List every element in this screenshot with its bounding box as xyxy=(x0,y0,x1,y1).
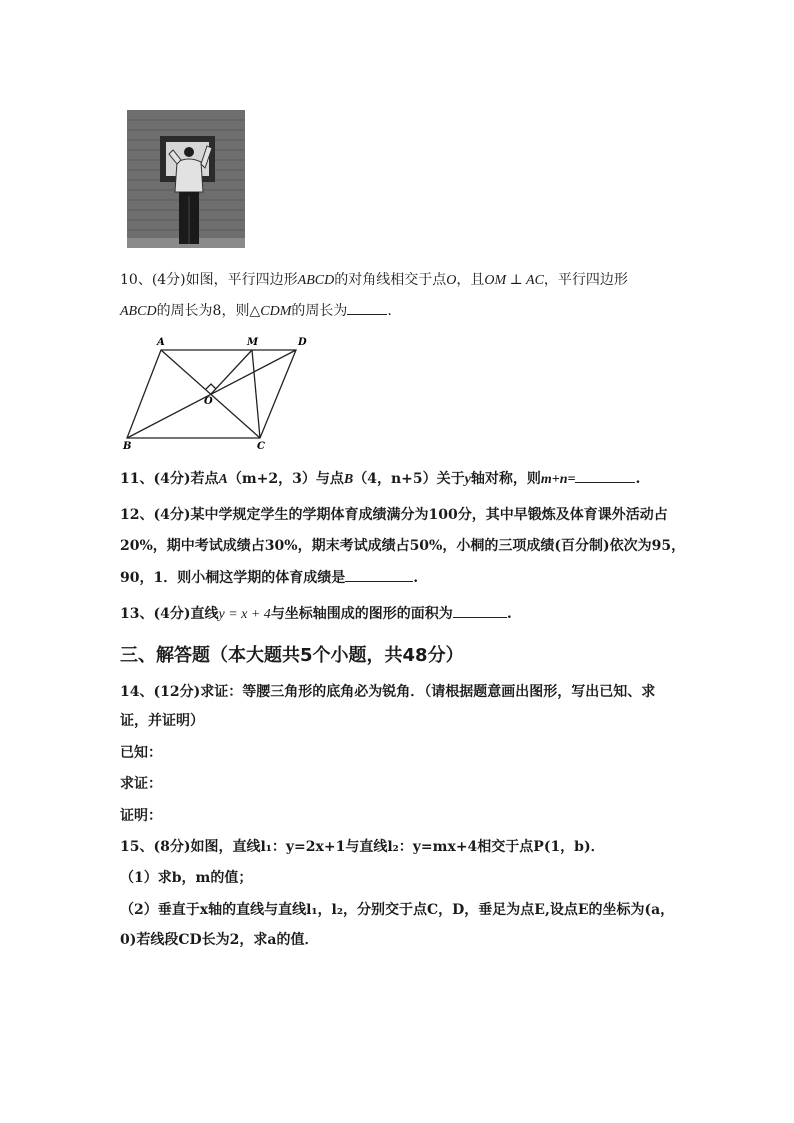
label-a: A xyxy=(157,337,165,348)
q10-line2 xyxy=(120,300,392,322)
q15-part1: （1）求b，m的值； xyxy=(120,870,253,886)
q10-line1 xyxy=(120,270,628,291)
q14-known: 已知： xyxy=(120,745,162,761)
q11-text: （m+2，3）与点 xyxy=(227,471,344,487)
q10-text: ，平行四边形 xyxy=(543,272,628,288)
math-abcd: ABCD xyxy=(297,273,335,288)
label-d: D xyxy=(298,337,307,348)
label-m: M xyxy=(247,337,259,348)
answer-blank xyxy=(347,300,387,315)
math-triangle-cdm: △CDM xyxy=(249,304,292,319)
q10-text: . xyxy=(387,303,392,319)
q12-line3 xyxy=(120,567,418,588)
math-m-plus-n: m+n= xyxy=(540,472,576,487)
label-c: C xyxy=(257,441,265,450)
q11-text: （4，n+5）关于 xyxy=(353,471,465,487)
q11-line xyxy=(120,468,640,490)
math-om-perp-ac: OM ⊥ AC xyxy=(484,273,544,288)
q15-part2-line2: 0)若线段CD长为2，求a的值． xyxy=(120,932,319,948)
q15-line1: 15、(8分)如图，直线l₁：y=2x+1与直线l₂：y=mx+4相交于点P(1，b)． xyxy=(120,839,605,855)
math-o: O xyxy=(446,273,457,288)
q14-prove: 求证： xyxy=(120,776,162,792)
q12-text: 90，1．则小桐这学期的体育成绩是 xyxy=(120,570,346,586)
q12-line1: 12、(4分)某中学规定学生的学期体育成绩满分为100分，其中早锻炼及体育课外活动占 xyxy=(120,507,668,523)
q10-text: 的对角线相交于点 xyxy=(334,272,447,288)
parallelogram-diagram xyxy=(120,332,320,450)
math-equation: y = x + 4 xyxy=(218,607,271,622)
answer-blank xyxy=(345,567,413,582)
q13-text: . xyxy=(506,606,512,622)
q13-text: 与坐标轴围成的图形的面积为 xyxy=(270,606,453,622)
math-y: y xyxy=(464,472,471,487)
label-b: B xyxy=(123,441,132,450)
q14-line2: 证，并证明） xyxy=(120,713,204,729)
q12-text: . xyxy=(413,570,419,586)
q13-line xyxy=(120,603,512,625)
q15-part2-line1: （2）垂直于x轴的直线与直线l₁，l₂，分别交于点C，D，垂足为点E,设点E的坐标为(a， xyxy=(120,902,675,918)
q11-text: 轴对称，则 xyxy=(470,471,541,487)
q12-line2: 20%，期中考试成绩占30%，期末考试成绩占50%，小桐的三项成绩(百分制)依次为95， xyxy=(120,538,686,554)
q10-text: 的周长为8，则 xyxy=(156,303,250,319)
q10-text: 的周长为 xyxy=(291,303,348,319)
brick-wall-illustration xyxy=(127,110,245,248)
q10-text: 10、(4分)如图，平行四边形 xyxy=(120,272,298,288)
q11-text: 11、(4分)若点 xyxy=(120,471,219,487)
section-heading: 三、解答题（本大题共5个小题，共48分） xyxy=(120,645,464,666)
math-abcd: ABCD xyxy=(120,304,157,319)
q14-line1: 14、(12分)求证：等腰三角形的底角必为锐角．（请根据题意画出图形，写出已知、求 xyxy=(120,684,656,700)
label-o: O xyxy=(204,396,213,407)
photo-person-at-window xyxy=(127,110,245,248)
q14-proof: 证明： xyxy=(120,808,162,824)
q11-text: . xyxy=(635,471,641,487)
math-point-a: A xyxy=(218,472,228,487)
q13-text: 13、(4分)直线 xyxy=(120,606,219,622)
answer-blank xyxy=(575,468,635,483)
answer-blank xyxy=(453,603,507,618)
math-point-b: B xyxy=(343,472,354,487)
q10-text: ，且 xyxy=(456,272,485,288)
